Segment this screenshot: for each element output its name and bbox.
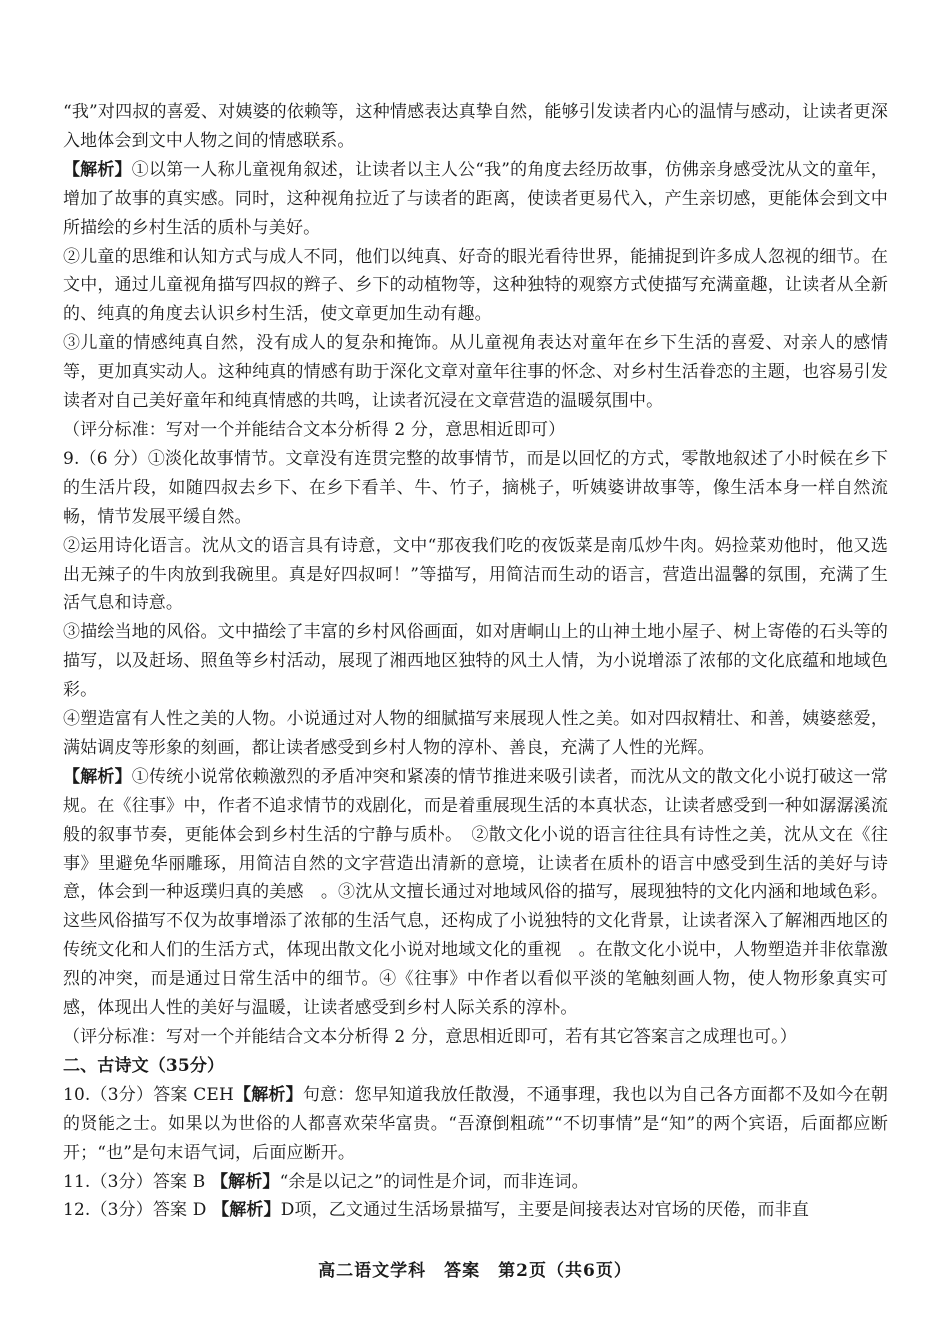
question-9-point-4: ④塑造富有人性之美的人物。小说通过对人物的细腻描写来展现人性之美。如对四叔精壮、和善，姨婆慈爱，满姑调皮等形象的刻画，都让读者感受到乡村人物的淳朴、善良，充满了人性的光辉。 bbox=[63, 709, 888, 758]
question-9-point-2: ②运用诗化语言。沈从文的语言具有诗意，文中“那夜我们吃的夜饭菜是南瓜炒牛肉。妈捡菜劝他时，他又选出无辣子的牛肉放到我碗里。真是好四叔呵！”等描写，用简洁而生动的语言，营造出温馨的氛围，充满了生活气息和诗意。 bbox=[63, 535, 888, 614]
question-12-answer: 12.（3分）答案 D 【解析】D项，乙文通过生活场景描写，主要是间接表达对官场的厌倦，而非直 bbox=[63, 1200, 809, 1221]
analysis-point-2: ②儿童的思维和认知方式与成人不同，他们以纯真、好奇的眼光看待世界，能捕捉到许多成人忽视的细节。在文中，通过儿童视角描写四叔的辫子、乡下的动植物等，这种独特的观察方式使描写充满童趣，让读者从全新的、纯真的角度去认识乡村生活，使文章更加生动有趣。 bbox=[63, 246, 888, 325]
question-9-analysis: 【解析】①传统小说常依赖激烈的矛盾冲突和紧凑的情节推进来吸引读者，而沈从文的散文化小说打破这一常规。在《往事》中，作者不追求情节的戏剧化，而是着重展现生活的本真状态，让读者感受到一种如潺潺溪流般的叙事节奏，更能体会到乡村生活的宁静与质朴。 ②散文化小说的语言往往具有诗性之美，沈从文在《往事》里避免华丽雕琢，用简洁自然的文字营造出清新的意境，让读者在质朴的语言中感受到生活的美好与诗意，体会到一种返璞归真的美感 。③沈从文擅长通过对地域风俗的描写，展现独特的文化内涵和地域色彩。这些风俗描写不仅为故事增添了浓郁的生活气息，还构成了小说独特的文化背景，让读者深入了解湘西地区的传统文化和人们的生活方式，体现出散文化小说对地域文化的重视 。在散文化小说中，人物塑造并非依靠激烈的冲突，而是通过日常生活中的细节。④《往事》中作者以看似平淡的笔触刻画人物，使人物形象真实可感，体现出人性的美好与温暖，让读者感受到乡村人际关系的淳朴。 bbox=[63, 766, 888, 1019]
analysis-paragraph: 【解析】①以第一人称儿童视角叙述，让读者以主人公“我”的角度去经历故事，仿佛亲身感受沈从文的童年，增加了故事的真实感。同时，这种视角拉近了与读者的距离，使读者更易代入，产生亲切感，更能体会到文中所描绘的乡村生活的质朴与美好。 bbox=[63, 159, 888, 238]
question-9-point-3: ③描绘当地的风俗。文中描绘了丰富的乡村风俗画面，如对唐峒山上的山神土地小屋子、树上寄倦的石头等的描写，以及赶场、照鱼等乡村活动，展现了湘西地区独特的风土人情，为小说增添了浓郁的文化底蕴和地域色彩。 bbox=[63, 622, 888, 701]
scoring-note: （评分标准：写对一个并能结合文本分析得 2 分，意思相近即可，若有其它答案言之成理也可。） bbox=[63, 1027, 797, 1047]
analysis-point-3: ③儿童的情感纯真自然，没有成人的复杂和掩饰。从儿童视角表达对童年在乡下生活的喜爱、对亲人的感情等，更加真实动人。这种纯真的情感有助于深化文章对童年往事的怀念、对乡村生活眷恋的主题，也容易引发读者对自己美好童年和纯真情感的共鸣，让读者沉浸在文章营造的温暖氛围中。 bbox=[63, 333, 888, 412]
analysis-tag: 【解析】 bbox=[210, 1171, 280, 1192]
section-title: 二、古诗文（35分） bbox=[63, 1055, 225, 1076]
scoring-note: （评分标准：写对一个并能结合文本分析得 2 分，意思相近即可） bbox=[63, 419, 566, 440]
question-11-answer: 11.（3分）答案 B 【解析】“余是以记之”的词性是介词，而非连词。 bbox=[63, 1171, 589, 1192]
analysis-tag: 【解析】 bbox=[212, 1200, 281, 1221]
question-9-answer: 9.（6 分）①淡化故事情节。文章没有连贯完整的故事情节，而是以回忆的方式，零散地叙述了小时候在乡下的生活片段，如随四叔去乡下、在乡下看羊、牛、竹子，摘桃子，听姨婆讲故事等，像生活本身一样自然流畅，情节发展平缓自然。 bbox=[63, 448, 888, 527]
analysis-tag: 【解析】 bbox=[63, 159, 132, 180]
analysis-tag: 【解析】 bbox=[233, 1084, 303, 1105]
page-footer: 高二语文学科 答案 第2页（共6页） bbox=[318, 1261, 632, 1281]
analysis-tag: 【解析】 bbox=[63, 766, 132, 787]
question-10-answer: 10.（3分）答案 CEH【解析】句意：您早知道我放任散漫，不通事理，我也以为自己各方面都不及如今在朝的贤能之士。如果以为世俗的人都喜欢荣华富贵。“吾潦倒粗疏”“不切事情”是“知”的两个宾语，后面都应断开；“也”是句末语气词，后面应断开。 bbox=[63, 1084, 889, 1163]
paragraph-intro: “我”对四叔的喜爱、对姨婆的依赖等，这种情感表达真挚自然，能够引发读者内心的温情与感动，让读者更深入地体会到文中人物之间的情感联系。 bbox=[63, 102, 888, 151]
